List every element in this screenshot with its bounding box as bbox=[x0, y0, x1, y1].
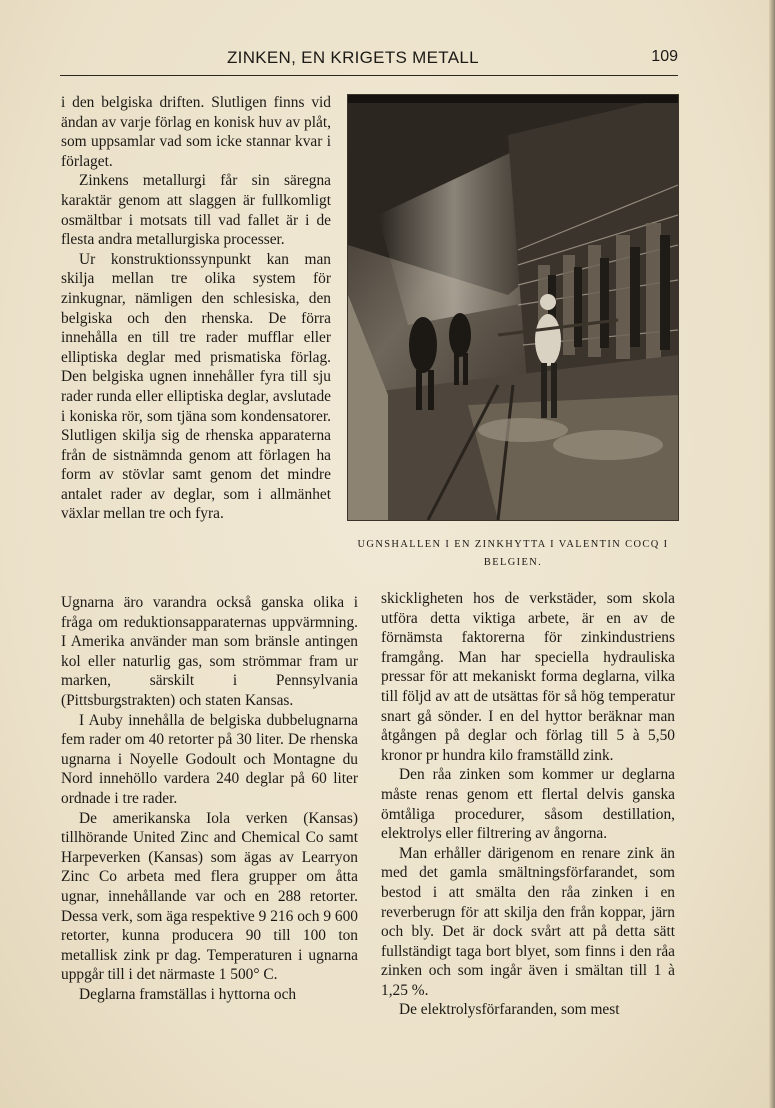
left-column-top bbox=[61, 93, 331, 524]
paragraph: skickligheten hos de verkstäder, som skola utföra detta viktiga arbete, är en av de förnämsta faktorerna för zinkindustriens framgång. Man har speciella hydrauliska pressar för att mekaniskt forma deglarna, vilka till följd av att de utsättas för så hög temperatur snart gå sönder. I en del hyttor beräknar man åtgången på deglar och förlag till 5 à 5,50 kronor pr hundra kilo framställd zink. bbox=[381, 590, 675, 764]
left-column-bottom bbox=[61, 593, 358, 1004]
page-edge bbox=[769, 0, 775, 1108]
paragraph: Ur konstruktionssynpunkt kan man skilja mellan tre olika system för zinkugnar, nämligen den schlesiska, den belgiska och den rhenska. De förra innehålla en till tre rader mufflar eller elliptiska deglar med prismatiska förlag. Den belgiska ugnen innehåller fyra till sju rader runda eller elliptiska deglar, avslutade i koniska rör, som tjäna som kondensatorer. Slutligen skilja sig de rhenska apparaterna från de sistnämnda genom att förlagen ha form av stövlar samt genom det mindre antalet rader av deglar, som i allmänhet växlar mellan tre och fyra. bbox=[61, 250, 331, 523]
paragraph: Man erhåller därigenom en renare zink än med det gamla smältningsförfarandet, som bestod i att smälta den råa zinken i en reverberugn för att skilja den från koppar, järn och bly. Det är dock svårt att på detta sätt fullständigt taga bort blyet, som finns i den råa zinken och som ingår även i smältan till 1 à 1,25 %. bbox=[381, 844, 675, 999]
running-header bbox=[60, 46, 680, 74]
paragraph: Ugnarna äro varandra också ganska olika i fråga om reduktionsapparaternas uppvärmning. I Amerika använder man som bränsle antingen kol eller naturlig gas, som strömmar fram ur marken, särskilt i Pennsylvania (Pittsburgstrakten) och staten Kansas. bbox=[61, 594, 358, 709]
right-column bbox=[381, 589, 675, 1020]
furnace-hall-photo bbox=[348, 95, 678, 520]
figure-caption: UGNSHALLEN I EN ZINKHYTTA I VALENTIN COCQ I BELGIEN. bbox=[357, 539, 669, 568]
paragraph: De amerikanska Iola verken (Kansas) tillhörande United Zinc and Chemical Co samt Harpeverken (Kansas) som ägas av Learryon Zinc Co arbeta med flera grupper om åtta ugnar, innehållande var och en 288 retorter. Dessa verk, som äga respektive 9 216 och 9 600 retorter, kunna producera 90 till 100 ton metallisk zink pr dag. Temperaturen i ugnarna uppgår till i det närmaste 1 500° C. bbox=[61, 809, 358, 984]
paragraph: Deglarna framställas i hyttorna och bbox=[79, 985, 297, 1003]
paragraph: De elektrolysförfaranden, som mest bbox=[399, 1001, 620, 1019]
paragraph: Den råa zinken som kommer ur deglarna måste renas genom ett flertal delvis ganska ömtåliga procedurer, såsom destillation, elektrolys eller filtrering av ångorna. bbox=[381, 766, 675, 843]
running-title: ZINKEN, EN KRIGETS METALL bbox=[227, 48, 479, 67]
paragraph: I Auby innehålla de belgiska dubbelugnarna fem rader om 40 retorter på 30 liter. De rhenska ugnarna i Noyelle Godoult och Montagne du Nord innehöllo vardera 240 deglar på 60 liter ordnade i tre rader. bbox=[61, 711, 358, 807]
paragraph: Zinkens metallurgi får sin säregna karaktär genom att slaggen är fullkomligt osmältbar i motsats till vad fallet är i de flesta andra metallurgiska processer. bbox=[61, 172, 331, 249]
figure-photo bbox=[347, 94, 679, 521]
page-number: 109 bbox=[651, 48, 678, 65]
paragraph: i den belgiska driften. Slutligen finns vid ändan av varje förlag en konisk huv av plåt, som uppsamlar vad som icke stannar kvar i förlaget. bbox=[61, 94, 331, 170]
header-rule bbox=[60, 75, 678, 76]
